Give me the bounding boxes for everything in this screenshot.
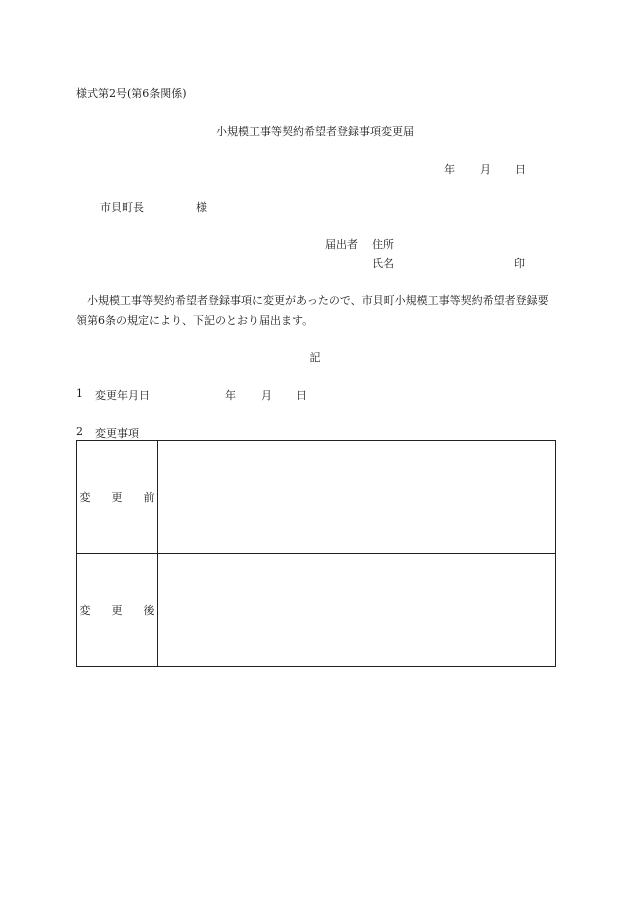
date-year-label: 年	[444, 163, 455, 176]
change-table	[76, 440, 556, 667]
form-number: 様式第2号(第6条関係)	[76, 87, 187, 100]
item1-number: 1	[76, 387, 83, 400]
name-label: 氏名	[372, 257, 394, 270]
item2-number: 2	[76, 425, 83, 438]
applicant-label: 届出者	[325, 238, 358, 251]
table-row-before	[77, 441, 556, 554]
item1-label: 変更年月日	[95, 389, 150, 402]
table-row-after	[77, 554, 556, 667]
after-label-cell	[77, 554, 176, 667]
form-title: 小規模工事等契約希望者登録事項変更届	[216, 125, 414, 138]
item1-year-label: 年	[225, 389, 236, 402]
addressee-honorific: 様	[196, 201, 207, 214]
after-label: 変更後	[79, 604, 176, 617]
body-text: 小規模工事等契約希望者登録事項に変更があったので、市貝町小規模工事等契約希望者登録要領第6条の規定により、下記のとおり届出ます。	[76, 294, 549, 327]
before-value-cell[interactable]	[158, 441, 556, 554]
before-label: 変更前	[79, 491, 176, 504]
addressee-name: 市貝町長	[100, 201, 144, 214]
item2-label: 変更事項	[95, 427, 139, 440]
date-day-label: 日	[515, 163, 526, 176]
after-value-cell[interactable]	[158, 554, 556, 667]
ki-label: 記	[309, 351, 321, 364]
item1-month-label: 月	[261, 389, 272, 402]
before-label-cell	[77, 441, 176, 554]
date-month-label: 月	[480, 163, 491, 176]
address-label: 住所	[372, 238, 394, 251]
seal-label: 印	[514, 257, 525, 270]
item1-day-label: 日	[296, 389, 307, 402]
